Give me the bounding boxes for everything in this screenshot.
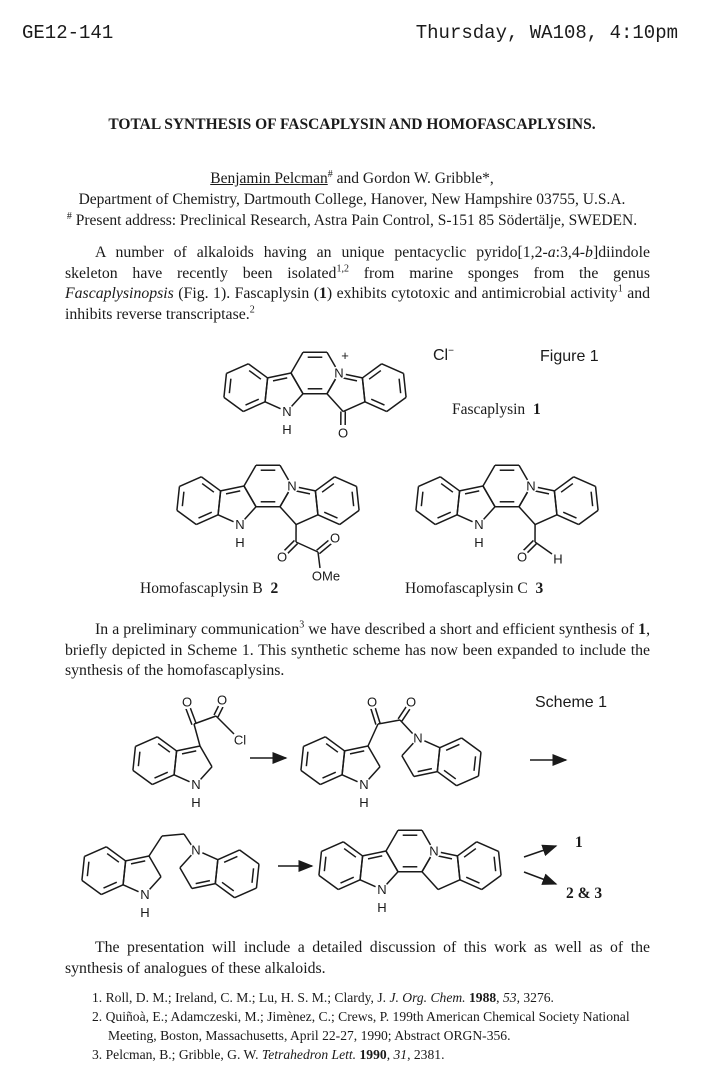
pyrrole-ring-bond bbox=[265, 378, 268, 402]
benzene-ring-double-bond bbox=[324, 512, 337, 518]
text-segment: 1 bbox=[617, 283, 623, 295]
text-segment: 3. Pelcman, B.; Gribble, G. W. bbox=[92, 1047, 262, 1062]
pyrrole-ring-bond bbox=[457, 491, 460, 515]
bond bbox=[400, 720, 413, 734]
scheme-product-1: 1 bbox=[575, 834, 583, 851]
benzene-ring-bond bbox=[82, 880, 101, 894]
benzene-ring-bond bbox=[460, 880, 482, 890]
pyrrole-ring-double-bond bbox=[273, 378, 287, 381]
text-segment: In a preliminary communication bbox=[95, 621, 300, 638]
benzene-ring-bond bbox=[387, 397, 406, 411]
benzene-ring-bond bbox=[303, 737, 325, 747]
benzene-ring-bond bbox=[201, 477, 220, 491]
text-segment: , bbox=[386, 1047, 394, 1062]
pyrrole-ring-bond bbox=[422, 872, 438, 890]
counterion-symbol: Cl bbox=[433, 347, 449, 364]
chlorine-atom: Cl bbox=[233, 732, 247, 748]
text-segment: , briefly depicted in Scheme 1. This synthetic scheme has now been expanded to include the synthesis of the homofascaplysins. bbox=[65, 621, 651, 679]
pyrrole-ring-bond bbox=[460, 486, 483, 491]
benzene-ring-bond bbox=[84, 847, 106, 857]
text-segment: 2 bbox=[249, 304, 255, 316]
compound-number: 1 bbox=[532, 401, 541, 418]
text-segment: :3,4- bbox=[555, 244, 586, 261]
text-segment: , 2381. bbox=[407, 1047, 445, 1062]
benzene-ring-bond bbox=[457, 842, 476, 856]
benzene-ring-bond bbox=[235, 888, 257, 898]
compound-name: Homofascaplysin C bbox=[405, 580, 528, 597]
benzene-ring-bond bbox=[319, 851, 322, 875]
bond bbox=[216, 716, 234, 734]
benzene-ring-bond bbox=[215, 884, 234, 898]
bond bbox=[162, 834, 184, 836]
session-code: GE12-141 bbox=[22, 22, 114, 44]
benzene-ring-bond bbox=[315, 477, 334, 491]
benzene-ring-double-bond bbox=[341, 877, 354, 883]
compound-number: 2 bbox=[270, 580, 279, 597]
text-segment: 1988 bbox=[468, 990, 497, 1005]
text-segment: A number of alkaloids having an unique pentacyclic pyrido[1,2- bbox=[95, 244, 548, 261]
hydrogen-atom: H bbox=[235, 535, 245, 551]
text-segment: 31 bbox=[393, 1047, 408, 1062]
text-segment: Tetrahedron Lett. bbox=[261, 1047, 357, 1062]
affiliation: Department of Chemistry, Dartmouth College, Hanover, New Hampshire 03755, U.S.A. bbox=[78, 191, 626, 208]
benzene-ring-double-bond bbox=[199, 512, 212, 518]
benzene-ring-bond bbox=[554, 477, 573, 491]
hydrogen-atom: H bbox=[359, 795, 369, 811]
benzene-ring-bond bbox=[256, 864, 259, 888]
text-segment: b bbox=[585, 244, 593, 261]
benzene-ring-bond bbox=[462, 738, 481, 752]
text-segment: 1 bbox=[638, 621, 647, 638]
benzene-ring-double-bond bbox=[246, 399, 259, 405]
benzene-ring-double-bond bbox=[252, 868, 254, 883]
benzene-ring-bond bbox=[152, 775, 174, 785]
benzene-ring-bond bbox=[362, 378, 365, 402]
benzene-ring-bond bbox=[179, 477, 201, 487]
pyrrole-ring-bond bbox=[200, 746, 212, 767]
text-segment: 1,2 bbox=[336, 263, 349, 275]
text-segment: 2. Quiñoà, E.; Adamczeski, M.; Jimènez, C.; Crews, P. 199th American Chemical Society National Meeting, Boston, Massachusetts, April 22-27, 1990; Abstract ORGN-356. bbox=[92, 1009, 630, 1043]
benzene-ring-double-bond bbox=[323, 772, 336, 778]
oxygen-atom: O bbox=[181, 694, 193, 710]
benzene-ring-bond bbox=[318, 515, 340, 525]
bond bbox=[149, 836, 162, 856]
pyrrole-ring-bond bbox=[343, 402, 365, 412]
double-bond bbox=[371, 709, 376, 725]
pyridine-ring-bond bbox=[386, 851, 398, 872]
bond bbox=[535, 542, 552, 554]
benzene-ring-double-bond bbox=[138, 752, 140, 767]
pyrrole-ring-bond bbox=[221, 486, 244, 491]
author-mark: # bbox=[327, 168, 333, 180]
address-text: Present address: Preclinical Research, Astra Pain Control, S-151 85 Södertälje, SWEDEN. bbox=[71, 212, 638, 229]
benzene-ring-bond bbox=[135, 737, 157, 747]
benzene-ring-bond bbox=[340, 510, 359, 524]
benzene-ring-bond bbox=[101, 885, 123, 895]
benzene-ring-bond bbox=[82, 856, 85, 880]
oxygen-atom: O bbox=[366, 694, 378, 710]
benzene-ring-bond bbox=[320, 775, 342, 785]
text-segment: 1 bbox=[318, 285, 327, 302]
text-segment: a bbox=[547, 244, 556, 261]
nitrogen-atom: N bbox=[334, 365, 344, 381]
benzene-ring-bond bbox=[343, 842, 362, 856]
nitrogen-atom: N bbox=[474, 517, 484, 533]
nitrogen-atom: N bbox=[191, 777, 201, 793]
benzene-ring-double-bond bbox=[446, 744, 459, 750]
pyridine-ring-bond bbox=[386, 830, 398, 851]
pyrrole-ring-bond bbox=[402, 756, 414, 777]
pyrrole-ring-bond bbox=[519, 507, 535, 525]
pyrrole-ring-bond bbox=[437, 748, 440, 772]
benzene-ring-bond bbox=[357, 486, 360, 510]
pyrrole-ring-bond bbox=[368, 746, 380, 767]
benzene-ring-bond bbox=[177, 486, 180, 510]
benzene-ring-bond bbox=[157, 737, 176, 751]
benzene-ring-double-bond bbox=[494, 857, 496, 872]
session-time: Thursday, WA108, 4:10pm bbox=[415, 22, 678, 44]
benzene-ring-bond bbox=[243, 402, 265, 412]
paper-title: TOTAL SYNTHESIS OF FASCAPLYSIN AND HOMOFASCAPLYSINS. bbox=[108, 116, 596, 133]
benzene-ring-bond bbox=[477, 842, 499, 852]
text-segment: 1. Roll, D. M.; Ireland, C. M.; Lu, H. S. M.; Clardy, J. bbox=[92, 990, 390, 1005]
pyrrole-ring-double-bond bbox=[196, 881, 210, 884]
benzene-ring-double-bond bbox=[474, 756, 476, 771]
benzene-ring-bond bbox=[382, 364, 404, 374]
text-segment: 1990 bbox=[359, 1047, 387, 1062]
benzene-ring-bond bbox=[482, 875, 501, 889]
benzene-ring-bond bbox=[226, 364, 248, 374]
nitrogen-atom: N bbox=[359, 777, 369, 793]
oxygen-atom: O bbox=[405, 694, 417, 710]
pyrrole-ring-bond bbox=[360, 856, 363, 880]
benzene-ring-bond bbox=[596, 486, 599, 510]
benzene-ring-double-bond bbox=[563, 512, 576, 518]
hydrogen-atom: H bbox=[474, 535, 484, 551]
nitrogen-atom: N bbox=[413, 730, 423, 746]
nitrogen-atom: N bbox=[191, 842, 201, 858]
compound-number: 3 bbox=[535, 580, 544, 597]
pyrrole-ring-bond bbox=[177, 746, 200, 751]
double-bond bbox=[375, 707, 380, 723]
text-segment: 3 bbox=[299, 619, 305, 631]
benzene-ring-bond bbox=[177, 510, 196, 524]
pyrrole-ring-double-bond bbox=[535, 491, 549, 494]
figure-label: Figure 1 bbox=[540, 348, 599, 365]
benzene-ring-double-bond bbox=[399, 379, 401, 394]
compound-name: Homofascaplysin B bbox=[140, 580, 263, 597]
pyrrole-ring-bond bbox=[149, 856, 161, 877]
text-segment: Fascaplysinopsis bbox=[65, 285, 174, 302]
bond bbox=[368, 724, 378, 746]
pyrrole-ring-bond bbox=[192, 884, 215, 889]
benzene-ring-bond bbox=[335, 477, 357, 487]
benzene-ring-bond bbox=[574, 477, 596, 487]
benzene-ring-bond bbox=[218, 850, 240, 860]
benzene-ring-bond bbox=[416, 486, 419, 510]
bond bbox=[194, 724, 200, 746]
benzene-ring-bond bbox=[321, 842, 343, 852]
benzene-ring-bond bbox=[196, 515, 218, 525]
benzene-ring-bond bbox=[435, 515, 457, 525]
pyrrole-ring-bond bbox=[218, 491, 221, 515]
double-bond bbox=[218, 707, 223, 717]
pyrrole-ring-bond bbox=[268, 373, 291, 378]
oxygen-atom: O bbox=[329, 530, 341, 546]
text-segment: and inhibits reverse transcriptase. bbox=[65, 285, 650, 323]
nitrogen-atom: N bbox=[282, 404, 292, 420]
hydrogen-atom: H bbox=[282, 422, 292, 438]
benzene-ring-double-bond bbox=[438, 512, 451, 518]
pyrrole-ring-bond bbox=[414, 772, 437, 777]
benzene-ring-bond bbox=[248, 364, 267, 378]
benzene-ring-bond bbox=[365, 402, 387, 412]
scheme-product-2-3: 2 & 3 bbox=[566, 885, 603, 902]
benzene-ring-double-bond bbox=[591, 492, 593, 507]
nitrogen-atom: N bbox=[140, 887, 150, 903]
oxygen-atom: O bbox=[337, 425, 349, 441]
address-mark: # bbox=[66, 210, 72, 222]
benzene-ring-bond bbox=[418, 477, 440, 487]
pyrrole-ring-double-bond bbox=[465, 491, 479, 494]
pyrrole-ring-bond bbox=[280, 507, 296, 525]
benzene-ring-bond bbox=[240, 850, 259, 864]
text-segment: , 3276. bbox=[516, 990, 554, 1005]
hydrogen-atom: H bbox=[377, 900, 387, 916]
pyridine-ring-bond bbox=[291, 352, 303, 373]
bond bbox=[194, 716, 216, 724]
pyrrole-ring-bond bbox=[174, 751, 177, 775]
benzene-ring-double-bond bbox=[466, 877, 479, 883]
methoxy-group: OMe bbox=[311, 568, 341, 584]
benzene-ring-bond bbox=[499, 851, 502, 875]
benzene-ring-bond bbox=[301, 770, 320, 784]
benzene-ring-double-bond bbox=[229, 379, 231, 394]
text-segment: , bbox=[496, 990, 503, 1005]
pyrrole-ring-double-bond bbox=[418, 769, 432, 772]
benzene-ring-double-bond bbox=[87, 862, 89, 877]
compound-name: Fascaplysin bbox=[452, 401, 526, 418]
benzene-ring-bond bbox=[437, 772, 456, 786]
pyrrole-ring-double-bond bbox=[438, 856, 452, 859]
benzene-ring-bond bbox=[224, 373, 227, 397]
benzene-ring-bond bbox=[315, 491, 318, 515]
nitrogen-atom: N bbox=[287, 478, 297, 494]
bond bbox=[318, 552, 320, 568]
benzene-ring-bond bbox=[325, 737, 344, 751]
text-segment: ) exhibits cytotoxic and antimicrobial activity bbox=[326, 285, 618, 302]
pyrrole-ring-double-bond bbox=[368, 856, 382, 859]
author-first: Benjamin Pelcman bbox=[210, 170, 328, 187]
double-bond bbox=[317, 540, 329, 550]
hydrogen-atom: H bbox=[553, 551, 563, 567]
benzene-ring-double-bond bbox=[324, 857, 326, 872]
benzene-ring-double-bond bbox=[182, 492, 184, 507]
benzene-ring-bond bbox=[440, 477, 459, 491]
pyrrole-ring-bond bbox=[345, 746, 368, 751]
benzene-ring-bond bbox=[404, 373, 407, 397]
text-segment: we have described a short and efficient synthesis of bbox=[304, 621, 639, 638]
text-segment: The presentation will include a detailed discussion of this work as well as of the synthesis of analogues of these alkaloids. bbox=[65, 939, 650, 977]
nitrogen-atom: N bbox=[429, 843, 439, 859]
benzene-ring-bond bbox=[224, 397, 243, 411]
reaction-arrow bbox=[524, 846, 556, 857]
pyrrole-ring-bond bbox=[296, 515, 318, 525]
benzene-ring-double-bond bbox=[224, 856, 237, 862]
pyridine-ring-bond bbox=[244, 486, 256, 507]
pyrrole-ring-bond bbox=[342, 751, 345, 775]
pyridine-ring-bond bbox=[483, 486, 495, 507]
text-segment: J. Org. Chem. bbox=[389, 990, 466, 1005]
reaction-arrow bbox=[524, 872, 556, 884]
benzene-ring-bond bbox=[579, 510, 598, 524]
author-rest: and Gordon W. Gribble*, bbox=[332, 170, 494, 187]
benzene-ring-bond bbox=[106, 847, 125, 861]
benzene-ring-bond bbox=[440, 738, 462, 748]
benzene-ring-double-bond bbox=[155, 772, 168, 778]
benzene-ring-bond bbox=[319, 875, 338, 889]
benzene-ring-bond bbox=[416, 510, 435, 524]
oxygen-atom: O bbox=[216, 692, 228, 708]
pyrrole-ring-bond bbox=[363, 851, 386, 856]
nitrogen-atom: N bbox=[377, 882, 387, 898]
bond bbox=[296, 542, 318, 552]
pyrrole-ring-double-bond bbox=[343, 378, 357, 381]
pyrrole-ring-double-bond bbox=[182, 751, 196, 754]
pyrrole-ring-double-bond bbox=[350, 751, 364, 754]
positive-charge: + bbox=[341, 348, 349, 363]
counterion-charge: − bbox=[448, 345, 454, 357]
benzene-ring-bond bbox=[478, 752, 481, 776]
pyrrole-ring-bond bbox=[327, 394, 343, 412]
pyrrole-ring-bond bbox=[123, 861, 126, 885]
pyrrole-ring-bond bbox=[215, 860, 218, 884]
pyrrole-ring-bond bbox=[535, 515, 557, 525]
pyrrole-ring-bond bbox=[438, 880, 460, 890]
nitrogen-atom: N bbox=[235, 517, 245, 533]
benzene-ring-bond bbox=[457, 856, 460, 880]
benzene-ring-bond bbox=[133, 746, 136, 770]
benzene-ring-double-bond bbox=[352, 492, 354, 507]
pyrrole-ring-double-bond bbox=[226, 491, 240, 494]
hydrogen-atom: H bbox=[191, 795, 201, 811]
benzene-ring-bond bbox=[301, 746, 304, 770]
pyridine-ring-bond bbox=[244, 465, 256, 486]
pyrrole-ring-double-bond bbox=[131, 861, 145, 864]
scheme-label: Scheme 1 bbox=[535, 694, 608, 711]
text-segment: from marine sponges from the genus bbox=[348, 264, 650, 282]
benzene-ring-bond bbox=[554, 491, 557, 515]
oxygen-atom: O bbox=[276, 549, 288, 565]
oxygen-atom: O bbox=[516, 549, 528, 565]
benzene-ring-double-bond bbox=[306, 752, 308, 767]
bond bbox=[378, 720, 400, 724]
text-segment: ]diindole skeleton have recently been isolated bbox=[65, 244, 650, 282]
benzene-ring-bond bbox=[133, 770, 152, 784]
benzene-ring-bond bbox=[557, 515, 579, 525]
benzene-ring-double-bond bbox=[421, 492, 423, 507]
pyrrole-ring-double-bond bbox=[296, 491, 310, 494]
pyrrole-ring-bond bbox=[180, 868, 192, 889]
benzene-ring-bond bbox=[457, 776, 479, 786]
text-segment: 53 bbox=[502, 990, 517, 1005]
text-segment: (Fig. 1). Fascaplysin ( bbox=[173, 285, 319, 302]
pyridine-ring-bond bbox=[483, 465, 495, 486]
benzene-ring-double-bond bbox=[104, 882, 117, 888]
benzene-ring-bond bbox=[362, 364, 381, 378]
nitrogen-atom: N bbox=[526, 478, 536, 494]
benzene-ring-bond bbox=[338, 880, 360, 890]
pyrrole-ring-bond bbox=[126, 856, 149, 861]
hydrogen-atom: H bbox=[140, 905, 150, 921]
pyridine-ring-bond bbox=[291, 373, 303, 394]
benzene-ring-double-bond bbox=[371, 399, 384, 405]
